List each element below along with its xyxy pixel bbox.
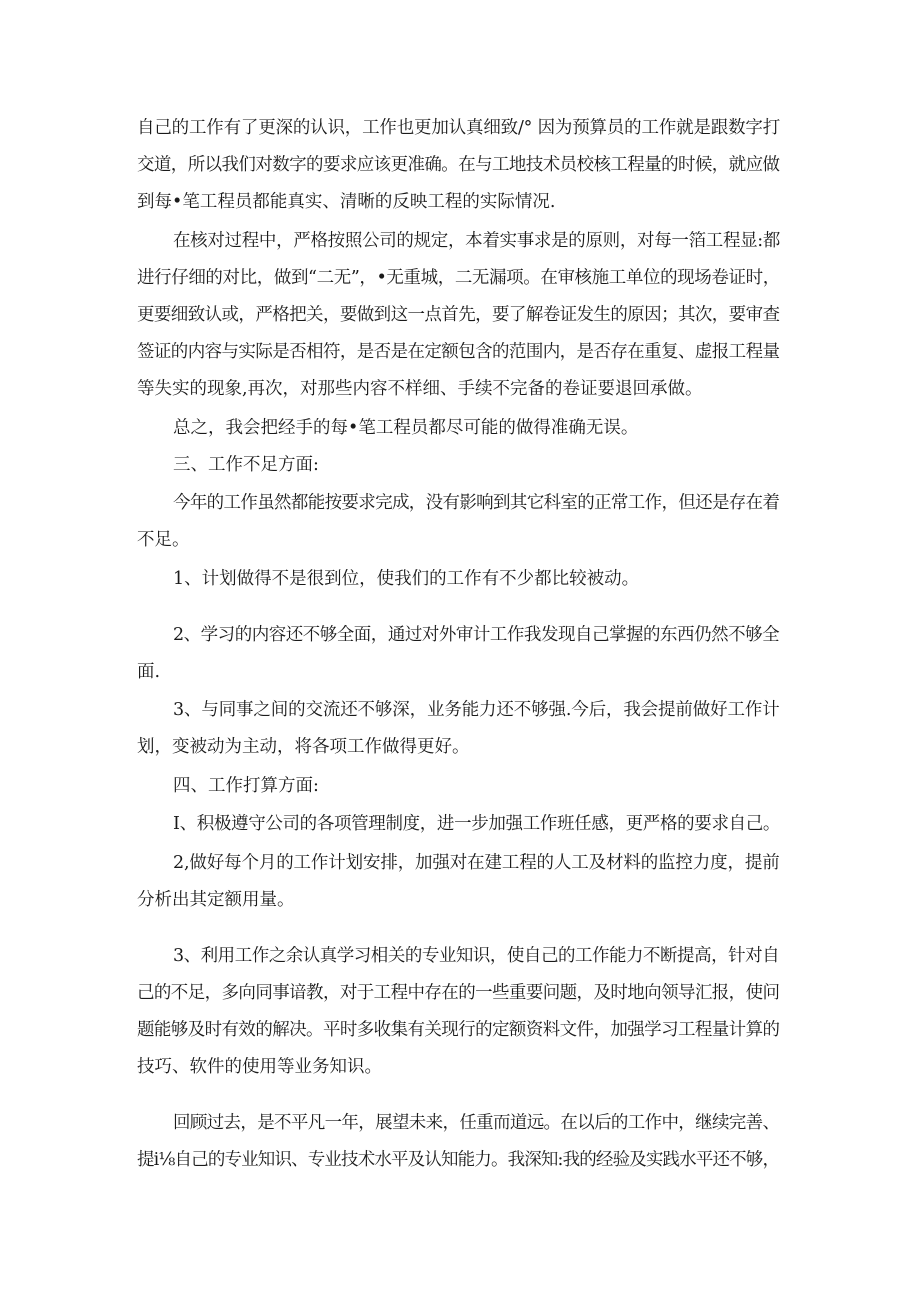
- paragraph-line: 签证的内容与实际是否相符，是否是在定额包含的范围内，是否存在重复、虚报工程量: [137, 342, 780, 362]
- section-heading-line: 三、工作不足方面:: [173, 455, 319, 475]
- paragraph-line: 分析出其定额用量。: [137, 890, 295, 910]
- paragraph-line: 更要细致认或，严格把关，要做到这一点首先，要了解卷证发生的原因；其次，要审查: [137, 305, 780, 325]
- paragraph-line: 进行仔细的对比，做到“二无”，•无重城，二无漏项。在审核施工单位的现场卷证时，: [137, 268, 780, 288]
- paragraph-line: 3、与同事之间的交流还不够深，业务能力还不够强.今后，我会提前做好工作计: [173, 700, 780, 720]
- paragraph-line: 2,做好每个月的工作计划安排，加强对在建工程的人工及材料的监控力度，提前: [173, 853, 780, 873]
- paragraph-line: 回顾过去，是不平凡一年，展望未来，任重而道远。在以后的工作中，继续完善、: [173, 1113, 780, 1133]
- paragraph-line: 技巧、软件的使用等业务知识。: [137, 1057, 382, 1077]
- paragraph-line: 划，变被动为主动，将各项工作做得更好。: [137, 737, 470, 757]
- paragraph-line: 面.: [137, 662, 161, 682]
- paragraph-line: 自己的工作有了更深的认识，工作也更加认真细致/° 因为预算员的工作就是跟数字打: [137, 118, 781, 138]
- paragraph-line: 到每•笔工程员都能真实、清晰的反映工程的实际情况.: [137, 192, 556, 212]
- paragraph-line: 等失实的现象,再次，对那些内容不样细、手续不完备的卷证要退回承做。: [137, 379, 703, 399]
- paragraph-line: 提i⅛自己的专业知识、专业技术水平及认知能力。我深知:我的经验及实践水平还不够，: [137, 1150, 780, 1170]
- paragraph-line: 今年的工作虽然都能按要求完成，没有影响到其它科室的正常工作，但还是存在着: [173, 493, 780, 513]
- paragraph-line: 己的不足，多向同事谙教，对于工程中存在的一些重要问题，及时地向领导汇报，使问: [137, 983, 780, 1003]
- paragraph-line: 1、计划做得不是很到位，使我们的工作有不少都比较被动。: [173, 569, 640, 589]
- paragraph-line: I、积极遵守公司的各项管理制度，进一步加强工作班任感，更严格的要求自己。: [173, 814, 781, 834]
- section-heading-line: 四、工作打算方面:: [173, 776, 319, 796]
- paragraph-line: 题能够及时有效的解决。平时多收集有关现行的定额资料文件，加强学习工程量计算的: [137, 1020, 780, 1040]
- paragraph-line: 2、学习的内容还不够全面，通过对外审计工作我发现自己掌握的东西仍然不够全: [173, 625, 780, 645]
- paragraph-line: 不足。: [137, 530, 190, 550]
- paragraph-line: 交道，所以我们对数字的要求应该更准确。在与工地技术员校核工程量的时候，就应做: [137, 155, 780, 175]
- paragraph-line: 3、利用工作之余认真学习相关的专业知识，使自己的工作能力不断提高，针对自: [173, 946, 780, 966]
- paragraph-line: 总之，我会把经手的每•笔工程员都尽可能的做得准确无误。: [173, 418, 639, 438]
- paragraph-line: 在核对过程中，严格按照公司的规定，本着实事求是的原则，对每一箔工程显:都: [173, 231, 781, 251]
